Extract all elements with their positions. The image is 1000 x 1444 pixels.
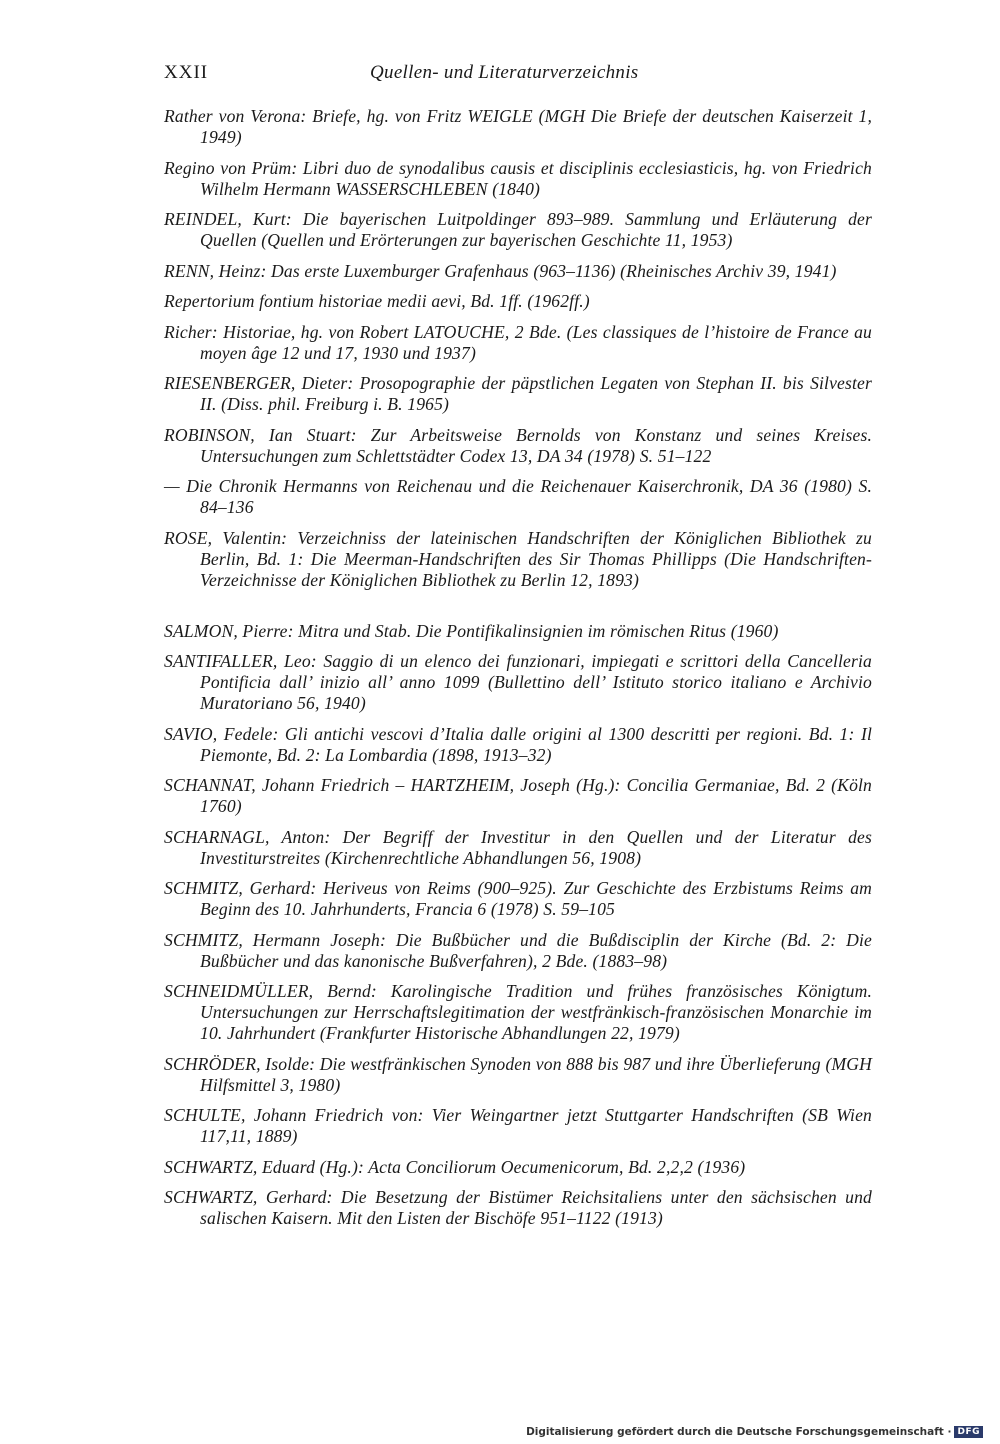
bibliography-entry: SAVIO, Fedele: Gli antichi vescovi d’Italia dalle origini al 1300 descritti per regioni. Bd. 1: Il Piemonte, Bd. 2: La Lombardia (1898, 1913–32) [164, 723, 872, 765]
bibliography-entry: SCHARNAGL, Anton: Der Begriff der Investitur in den Quellen und der Literatur des Investiturstreites (Kirchenrechtliche Abhandlungen 56, 1908) [164, 826, 872, 868]
dfg-logo-icon: DFG [954, 1426, 983, 1438]
bibliography-entry: SCHANNAT, Johann Friedrich – HARTZHEIM, Joseph (Hg.): Concilia Germaniae, Bd. 2 (Köln 1760) [164, 775, 872, 816]
bibliography-entry: SCHULTE, Johann Friedrich von: Vier Weingartner jetzt Stuttgarter Handschriften (SB Wien 117,11, 1889) [164, 1105, 872, 1146]
bibliography-entry: REINDEL, Kurt: Die bayerischen Luitpoldinger 893–989. Sammlung und Erläuterung der Quellen (Quellen und Erörterungen zur bayerischen Geschichte 11, 1953) [164, 209, 872, 250]
bibliography-entry: SCHWARTZ, Eduard (Hg.): Acta Conciliorum Oecumenicorum, Bd. 2,2,2 (1936) [164, 1156, 746, 1177]
bibliography-list [164, 106, 872, 1239]
bibliography-entry: Rather von Verona: Briefe, hg. von Fritz WEIGLE (MGH Die Briefe der deutschen Kaiserzeit 1, 1949) [164, 106, 872, 147]
bibliography-entry: SCHRÖDER, Isolde: Die westfränkischen Synoden von 888 bis 987 und ihre Überlieferung (MGH Hilfsmittel 3, 1980) [164, 1053, 872, 1095]
bibliography-entry: SCHMITZ, Gerhard: Heriveus von Reims (900–925). Zur Geschichte des Erzbistums Reims am Beginn des 10. Jahrhunderts, Francia 6 (1978) S. 59–105 [164, 878, 872, 919]
bibliography-entry: SALMON, Pierre: Mitra und Stab. Die Pontifikalinsignien im römischen Ritus (1960) [164, 620, 779, 641]
bibliography-entry: SANTIFALLER, Leo: Saggio di un elenco dei funzionari, impiegati e scrittori della Cancelleria Pontificia dall’ inizio all’ anno 1099 (Bullettino dell’ Istituto storico italiano e Archivio Muratoriano 56, 1940) [164, 651, 872, 713]
page-number: XXII [164, 62, 209, 83]
bibliography-entry: Richer: Historiae, hg. von Robert LATOUCHE, 2 Bde. (Les classiques de l’histoire de France au moyen âge 12 und 17, 1930 und 1937) [164, 321, 872, 363]
page-header [164, 62, 872, 92]
credit-text: Digitalisierung gefördert durch die Deutsche Forschungsgemeinschaft · [526, 1426, 952, 1438]
bibliography-entry-continuation: — Die Chronik Hermanns von Reichenau und die Reichenauer Kaiserchronik, DA 36 (1980) S. 84–136 [164, 476, 872, 517]
running-head: Quellen- und Literaturverzeichnis [370, 62, 639, 83]
bibliography-entry: RENN, Heinz: Das erste Luxemburger Grafenhaus (963–1136) (Rheinisches Archiv 39, 1941) [164, 260, 837, 281]
bibliography-entry: Repertorium fontium historiae medii aevi, Bd. 1ff. (1962ff.) [164, 291, 590, 311]
bibliography-entry: ROBINSON, Ian Stuart: Zur Arbeitsweise Bernolds von Konstanz und seines Kreises. Untersuchungen zum Schlettstädter Codex 13, DA 34 (1978) S. 51–122 [164, 424, 872, 466]
bibliography-entry: SCHWARTZ, Gerhard: Die Besetzung der Bistümer Reichsitaliens unter den sächsischen und salischen Kaisern. Mit den Listen der Bischöfe 951–1122 (1913) [164, 1187, 872, 1228]
bibliography-entry: ROSE, Valentin: Verzeichniss der lateinischen Handschriften der Königlichen Bibliothek zu Berlin, Bd. 1: Die Meerman-Handschriften des Sir Thomas Phillipps (Die Handschriften-Verzeichnisse der Königlichen Bibliothek zu Berlin 12, 1893) [164, 527, 872, 590]
digitization-credit [526, 1426, 983, 1438]
bibliography-entry: SCHNEIDMÜLLER, Bernd: Karolingische Tradition und frühes französisches Königtum. Untersuchungen zur Herrschaftslegitimation der westfränkisch-französischen Monarchie im 10. Jahrhundert (Frankfurter Historische Abhandlungen 22, 1979) [164, 981, 872, 1043]
bibliography-entry: SCHMITZ, Hermann Joseph: Die Bußbücher und die Bußdisciplin der Kirche (Bd. 2: Die Bußbücher und das kanonische Bußverfahren), 2 Bde. (1883–98) [164, 929, 872, 971]
bibliography-entry: RIESENBERGER, Dieter: Prosopographie der päpstlichen Legaten von Stephan II. bis Silvester II. (Diss. phil. Freiburg i. B. 1965) [164, 373, 872, 414]
bibliography-entry: Regino von Prüm: Libri duo de synodalibus causis et disciplinis ecclesiasticis, hg. von Friedrich Wilhelm Hermann WASSERSCHLEBEN (1840) [164, 157, 872, 199]
